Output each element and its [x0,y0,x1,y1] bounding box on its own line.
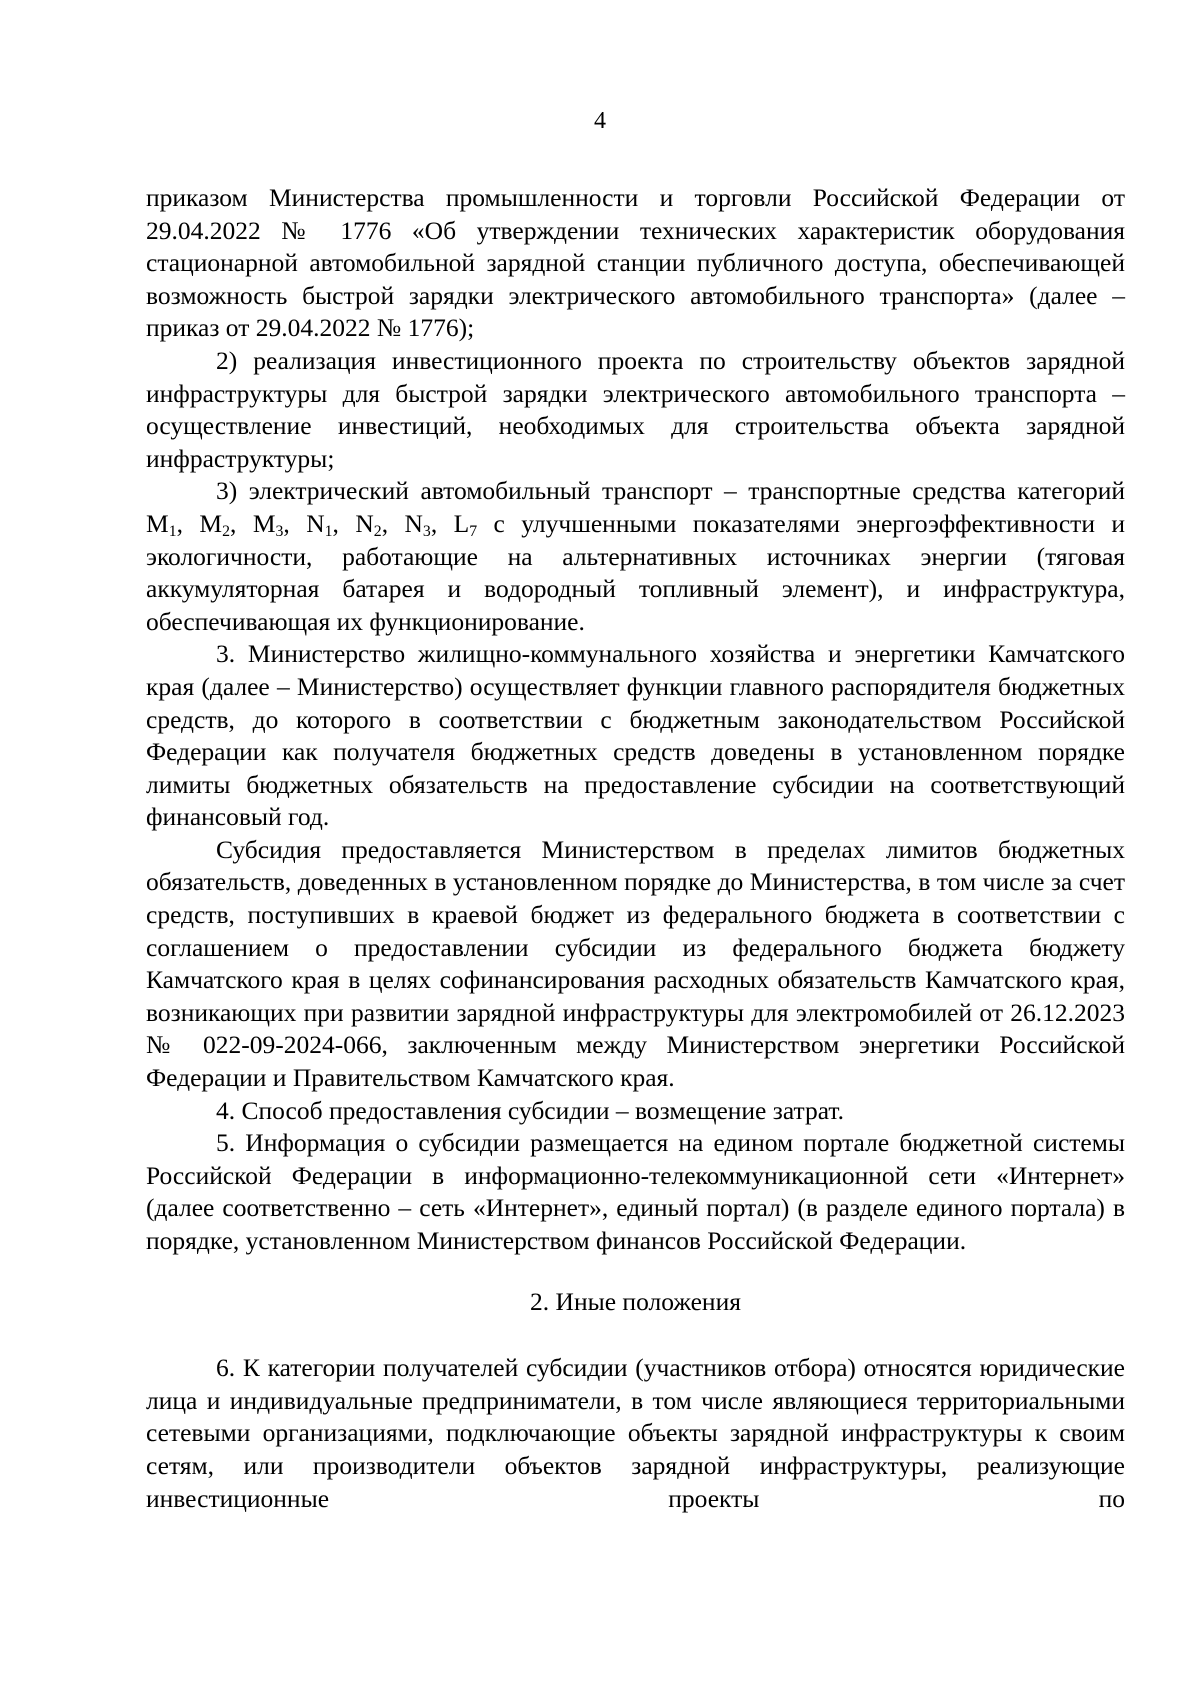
vehicle-category-n2: $N_2$ [355,508,382,540]
paragraph-subsidy-method: 4. Способ предоставления субсидии – возмещение затрат. [216,1095,844,1125]
paragraph-ministry-functions: 3. Министерство жилищно-коммунального хозяйства и энергетики Камчатского края (далее – Министерство) осуществляет функции главного распорядителя бюджетных средств, до которого в соответствии с бюджетным законодательством Российской Федерации как получателя бюджетных средств доведены в установленном порядке лимиты бюджетных обязательств на предоставление субсидии на соответствующий финансовый год. [146,639,1125,832]
vehicle-category-m2: $M_2$ [199,508,230,540]
paragraph-investment-project-definition: 2) реализация инвестиционного проекта по строительству объектов зарядной инфраструктуры для быстрой зарядки электрического автомобильного транспорта – осуществление инвестиций, необходимых для строительства объекта зарядной инфраструктуры; [146,345,1125,473]
paragraph-recipient-categories: 6. К категории получателей субсидии (участников отбора) относятся юридические лица и индивидуальные предприниматели, в том числе являющиеся территориальными сетевыми организациями, подключающие объекты зарядной инфраструктуры к своим сетям, или производители объектов зарядной инфраструктуры, реализующие инвестиционные проекты по [146,1353,1125,1513]
document-body [146,182,1125,1515]
vehicle-category-m1: $M_1$ [146,508,177,540]
vehicle-category-m3: $M_3$ [252,508,284,540]
section-heading: 2. Иные положения [530,1286,741,1316]
vehicle-category-n3: $N_3$ [404,508,431,540]
paragraph-electric-transport-definition: 3) электрический автомобильный транспорт – транспортные средства категорий $M_1$, $M_2$, $M_3$, $N_1$, $N_2$, $N_3$, $L_7$ с улучшенными показателями энергоэффективности и экологичности, работающие на альтернативных источниках энергии (тяговая аккумуляторная батарея и водородный топливный элемент), и инфраструктура, обеспечивающая их функционирование. [146,476,1126,636]
paragraph-order-reference: приказом Министерства промышленности и торговли Российской Федерации от 29.04.2022 № 1776 «Об утверждении технических характеристик оборудования стационарной автомобильной зарядной станции публичного доступа, обеспечивающей возможность быстрой зарядки электрического автомобильного транспорта» (далее – приказ от 29.04.2022 № 1776); [146,183,1125,343]
vehicle-category-l7: $L_7$ [453,508,478,540]
paragraph-subsidy-information: 5. Информация о субсидии размещается на едином портале бюджетной системы Российской Федерации в информационно-телекоммуникационной сети «Интернет» (далее соответственно – сеть «Интернет», единый портал) (в разделе единого портала) в порядке, установленном Министерством финансов Российской Федерации. [146,1128,1125,1255]
vehicle-category-n1: $N_1$ [306,508,333,540]
page-number: 4 [594,108,606,134]
electric-transport-text-after: с улучшенными показателями энергоэффективности и экологичности, работающие на альтернативных источниках энергии (тяговая аккумуляторная батарея и водородный топливный элемент), и инфраструктура, обеспечивающая их функционирование. [146,508,1126,636]
paragraph-subsidy-provision: Субсидия предоставляется Министерством в пределах лимитов бюджетных обязательств, доведенных в установленном порядке до Министерства, в том числе за счет средств, поступивших в краевой бюджет из федерального бюджета в соответствии с соглашением о предоставлении субсидии из федерального бюджета бюджету Камчатского края в целях софинансирования расходных обязательств Камчатского края, возникающих при развитии зарядной инфраструктуры для электромобилей от 26.12.2023 № 022-09-2024-066, заключенным между Министерством энергетики Российской Федерации и Правительством Камчатского края. [146,834,1125,1093]
electric-transport-text-before: 3) электрический автомобильный транспорт – транспортные средства категорий [216,476,1125,506]
